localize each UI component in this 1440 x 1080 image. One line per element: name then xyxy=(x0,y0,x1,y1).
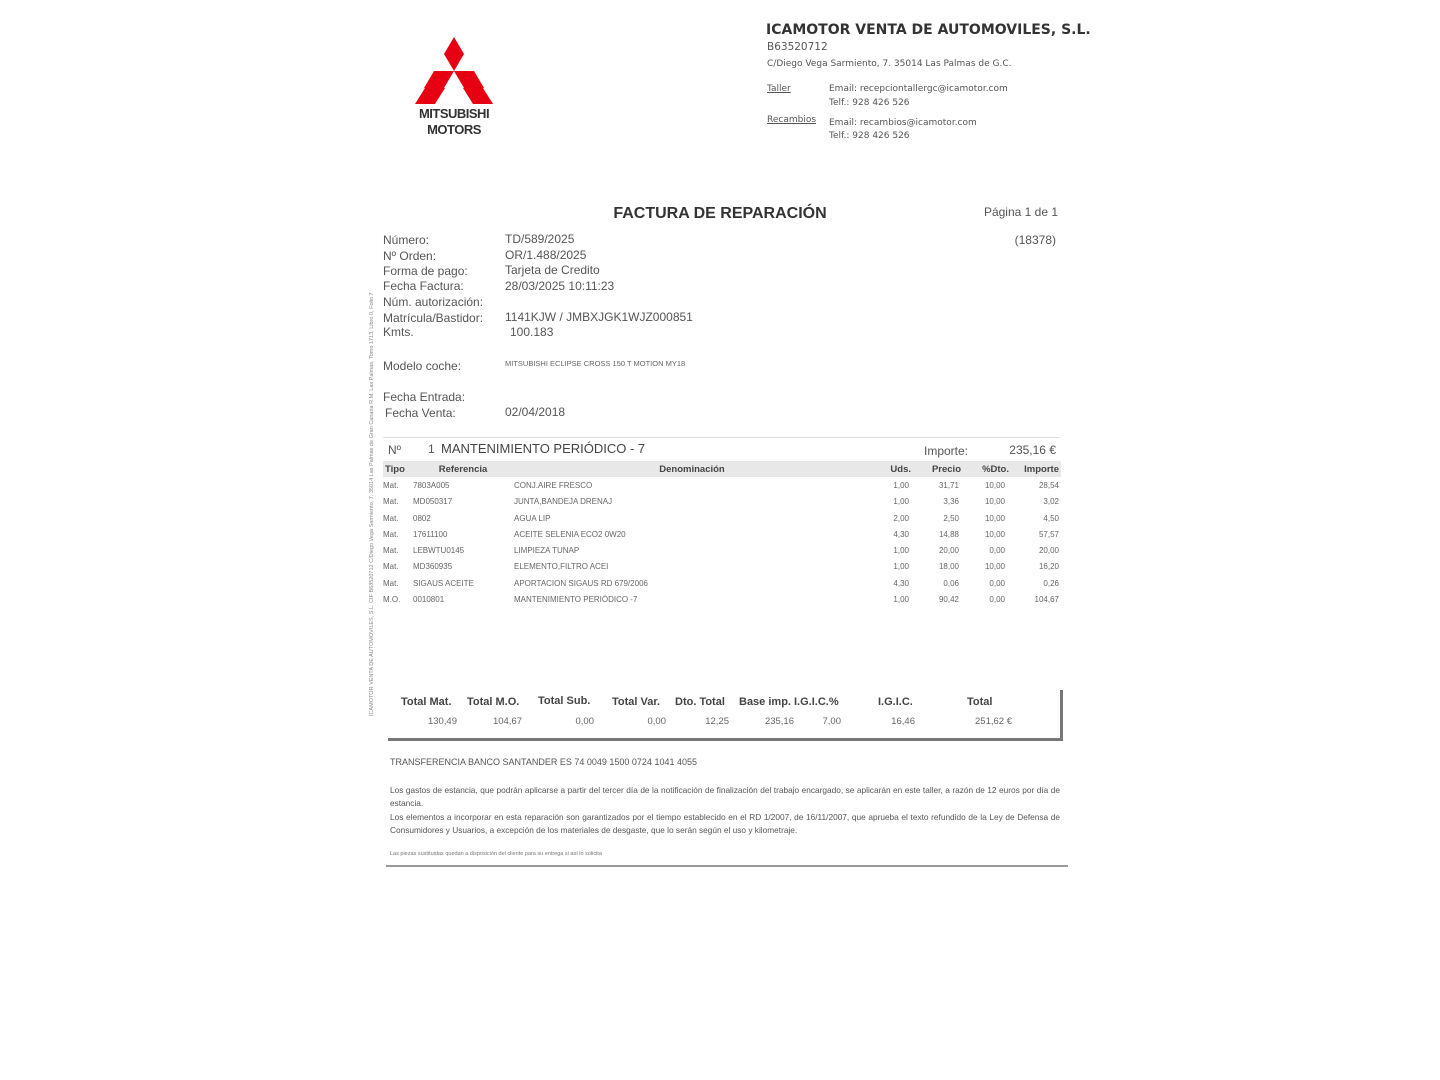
table-row xyxy=(383,575,1061,591)
company-address: C/Diego Vega Sarmiento, 7. 35014 Las Palmas de G.C. xyxy=(767,59,1012,69)
taller-email: Email: recepciontallergc@icamotor.com xyxy=(829,84,1008,94)
cell-precio: 3,36 xyxy=(943,497,959,507)
cell-precio: 0,06 xyxy=(943,578,959,588)
cell-ref: 17611100 xyxy=(413,529,448,539)
cell-uds: 1,00 xyxy=(893,546,909,556)
cell-tipo: Mat. xyxy=(383,529,399,539)
taller-label: Taller xyxy=(767,84,791,94)
igic-label: I.G.I.C. xyxy=(878,696,913,708)
cell-tipo: Mat. xyxy=(383,497,399,507)
cell-tipo: Mat. xyxy=(383,562,399,572)
cell-importe: 57,57 xyxy=(1038,529,1059,539)
dto-total-value: 12,25 xyxy=(705,716,729,727)
cell-tipo: Mat. xyxy=(383,578,399,588)
cell-precio: 14,88 xyxy=(938,529,959,539)
field-autorizacion-label: Núm. autorización: xyxy=(383,295,484,309)
cell-den: CONJ.AIRE FRESCO xyxy=(514,480,593,490)
cell-importe: 20,00 xyxy=(1038,546,1059,556)
table-header-row xyxy=(383,461,1061,477)
cell-precio: 18,00 xyxy=(938,562,959,572)
total-value: 251,62 € xyxy=(975,716,1012,727)
cell-dto: 10,00 xyxy=(984,497,1005,507)
company-cif: B63520712 xyxy=(767,41,828,53)
cell-tipo: Mat. xyxy=(383,546,399,556)
th-uds: Uds. xyxy=(890,463,911,475)
cell-tipo: M.O. xyxy=(383,595,401,605)
cell-den: ELEMENTO,FILTRO ACEI xyxy=(514,562,609,572)
field-numero-value: TD/589/2025 xyxy=(505,232,575,246)
cell-ref: 7803A005 xyxy=(413,480,450,490)
cell-den: LIMPIEZA TUNAP xyxy=(514,546,580,556)
section-number: 1 xyxy=(428,442,435,456)
field-matricula-label: Matrícula/Bastidor: xyxy=(383,311,484,325)
cell-dto: 10,00 xyxy=(984,562,1005,572)
modelo-label: Modelo coche: xyxy=(383,359,462,373)
cell-den: AGUA LIP xyxy=(514,513,551,523)
cell-ref: LEBWTU0145 xyxy=(413,546,465,556)
cell-ref: 0802 xyxy=(413,513,431,523)
table-row xyxy=(383,542,1061,558)
cell-den: MANTENIMIENTO PERIÓDICO -7 xyxy=(514,595,638,605)
venta-label: Fecha Venta: xyxy=(385,406,456,420)
cell-importe: 104,67 xyxy=(1034,595,1059,605)
table-row xyxy=(383,526,1061,542)
section-importe-label: Importe: xyxy=(924,444,969,458)
field-kmts-label: Kmts. xyxy=(383,325,414,339)
cell-dto: 10,00 xyxy=(984,529,1005,539)
cell-tipo: Mat. xyxy=(383,513,399,523)
th-dto: %Dto. xyxy=(982,463,1009,475)
company-name: ICAMOTOR VENTA DE AUTOMOVILES, S.L. xyxy=(766,22,1091,38)
line-items-table xyxy=(383,461,1061,608)
page-number: Página 1 de 1 xyxy=(983,205,1058,219)
bank-transfer: TRANSFERENCIA BANCO SANTANDER ES 74 0049 1500 0724 1041 4055 xyxy=(390,757,697,767)
taller-phone: Telf.: 928 426 526 xyxy=(829,98,910,108)
venta-value: 02/04/2018 xyxy=(505,405,566,419)
mitsubishi-logo xyxy=(408,34,500,144)
logo-text-line2: MOTORS xyxy=(427,122,481,137)
field-fecha-value: 28/03/2025 10:11:23 xyxy=(505,279,615,293)
side-registry-text: ICAMOTOR VENTA DE AUTOMOVILES, S.L. CIF B63520712 C/Diego Vega Sarmiento, 7. 35014 Las Palmas de Gran Canaria R.M. Las Palmas, Tomo 1713, Libro 0, Folio 7 xyxy=(369,292,375,716)
th-tipo: Tipo xyxy=(385,463,405,475)
cell-dto: 10,00 xyxy=(984,513,1005,523)
cell-uds: 1,00 xyxy=(893,480,909,490)
th-importe: Importe xyxy=(1024,463,1059,475)
cell-tipo: Mat. xyxy=(383,480,399,490)
cell-ref: 0010801 xyxy=(413,595,445,605)
cell-precio: 31,71 xyxy=(938,480,959,490)
footer-paragraph-warranty: Los elementos a incorporar en esta reparación son garantizados por el tiempo establecido en el RD 1/2007, de 16/11/2007, que aprueba el texto refundido de la Ley de Defensa de Consumidores y Usuarios, a excepción de los materiales de desgaste, que lo serán según el uso y kilometraje. xyxy=(390,812,1060,835)
th-denominacion: Denominación xyxy=(659,463,725,475)
field-numero-label: Número: xyxy=(383,233,430,247)
section-title: MANTENIMIENTO PERIÓDICO - 7 xyxy=(441,441,646,456)
logo-text-line1: MITSUBISHI xyxy=(418,106,490,121)
entrada-label: Fecha Entrada: xyxy=(383,390,466,404)
base-imp-value: 235,16 xyxy=(764,716,794,727)
cell-importe: 16,20 xyxy=(1038,562,1059,572)
cell-importe: 0,26 xyxy=(1043,578,1059,588)
total-var-label: Total Var. xyxy=(612,696,661,708)
footer-paragraph-stay: Los gastos de estancia, que podrán aplicarse a partir del tercer día de la notificación de finalización del trabajo encargado, se aplicarán en este taller, a razón de 12 euros por día de estancia. xyxy=(390,785,1060,808)
igic-pct-value: 7,00 xyxy=(822,716,841,727)
table-row xyxy=(383,559,1061,575)
field-orden-label: Nº Orden: xyxy=(383,249,437,263)
dto-total-label: Dto. Total xyxy=(675,696,725,708)
invoice-title: FACTURA DE REPARACIÓN xyxy=(613,205,827,222)
field-kmts-value: 100.183 xyxy=(510,325,554,339)
cell-uds: 1,00 xyxy=(893,562,909,572)
total-mat-label: Total Mat. xyxy=(401,696,452,708)
field-fecha-label: Fecha Factura: xyxy=(383,279,464,293)
invoice-code: (18378) xyxy=(1014,233,1056,247)
total-label: Total xyxy=(967,696,993,708)
cell-uds: 4,30 xyxy=(893,578,909,588)
cell-dto: 0,00 xyxy=(989,578,1005,588)
recambios-label: Recambios xyxy=(767,115,817,125)
footer-rule xyxy=(386,865,1068,867)
igic-pct-label: I.G.I.C.% xyxy=(794,696,839,708)
section-no-label: Nº xyxy=(388,443,402,457)
total-sub-value: 0,00 xyxy=(575,716,594,727)
total-mat-value: 130,49 xyxy=(427,716,457,727)
cell-ref: MD050317 xyxy=(413,497,453,507)
section-divider xyxy=(383,437,1059,438)
field-pago-value: Tarjeta de Credito xyxy=(505,263,600,277)
cell-precio: 20,00 xyxy=(938,546,959,556)
table-row xyxy=(383,477,1061,493)
cell-uds: 4,30 xyxy=(893,529,909,539)
field-matricula-value: 1141KJW / JMBXJGK1WJZ000851 xyxy=(505,310,693,324)
cell-ref: MD360935 xyxy=(413,562,453,572)
footer-paragraph-parts: Las piezas sustituidas quedan a disposición del cliente para su entrega si así lo solicita xyxy=(390,851,602,857)
igic-value: 16,46 xyxy=(891,716,915,727)
cell-dto: 10,00 xyxy=(984,480,1005,490)
cell-importe: 4,50 xyxy=(1043,513,1059,523)
table-row xyxy=(383,510,1061,526)
cell-importe: 28,54 xyxy=(1038,480,1059,490)
modelo-value: MITSUBISHI ECLIPSE CROSS 150 T MOTION MY18 xyxy=(505,359,686,368)
cell-uds: 1,00 xyxy=(893,497,909,507)
cell-precio: 2,50 xyxy=(943,513,959,523)
cell-ref: SIGAUS ACEITE xyxy=(413,578,474,588)
table-row xyxy=(383,591,1061,607)
field-orden-value: OR/1.488/2025 xyxy=(505,248,587,262)
cell-precio: 90,42 xyxy=(938,595,959,605)
base-imp-label: Base imp. xyxy=(739,696,791,708)
field-pago-label: Forma de pago: xyxy=(383,264,468,278)
recambios-phone: Telf.: 928 426 526 xyxy=(829,131,910,141)
total-mo-label: Total M.O. xyxy=(467,696,520,708)
cell-uds: 2,00 xyxy=(893,513,909,523)
cell-den: ACEITE SELENIA ECO2 0W20 xyxy=(514,529,626,539)
total-var-value: 0,00 xyxy=(647,716,666,727)
cell-dto: 0,00 xyxy=(989,595,1005,605)
cell-dto: 0,00 xyxy=(989,546,1005,556)
cell-importe: 3,02 xyxy=(1043,497,1059,507)
cell-den: APORTACION SIGAUS RD 679/2006 xyxy=(514,578,648,588)
cell-den: JUNTA,BANDEJA DRENAJ xyxy=(514,497,613,507)
th-referencia: Referencia xyxy=(438,463,488,475)
section-importe-value: 235,16 € xyxy=(1009,443,1056,457)
th-precio: Precio xyxy=(931,463,961,475)
recambios-email: Email: recambios@icamotor.com xyxy=(829,118,977,128)
cell-uds: 1,00 xyxy=(893,595,909,605)
total-mo-value: 104,67 xyxy=(492,716,522,727)
table-row xyxy=(383,494,1061,510)
three-diamonds-icon xyxy=(408,34,500,106)
total-sub-label: Total Sub. xyxy=(538,695,591,707)
